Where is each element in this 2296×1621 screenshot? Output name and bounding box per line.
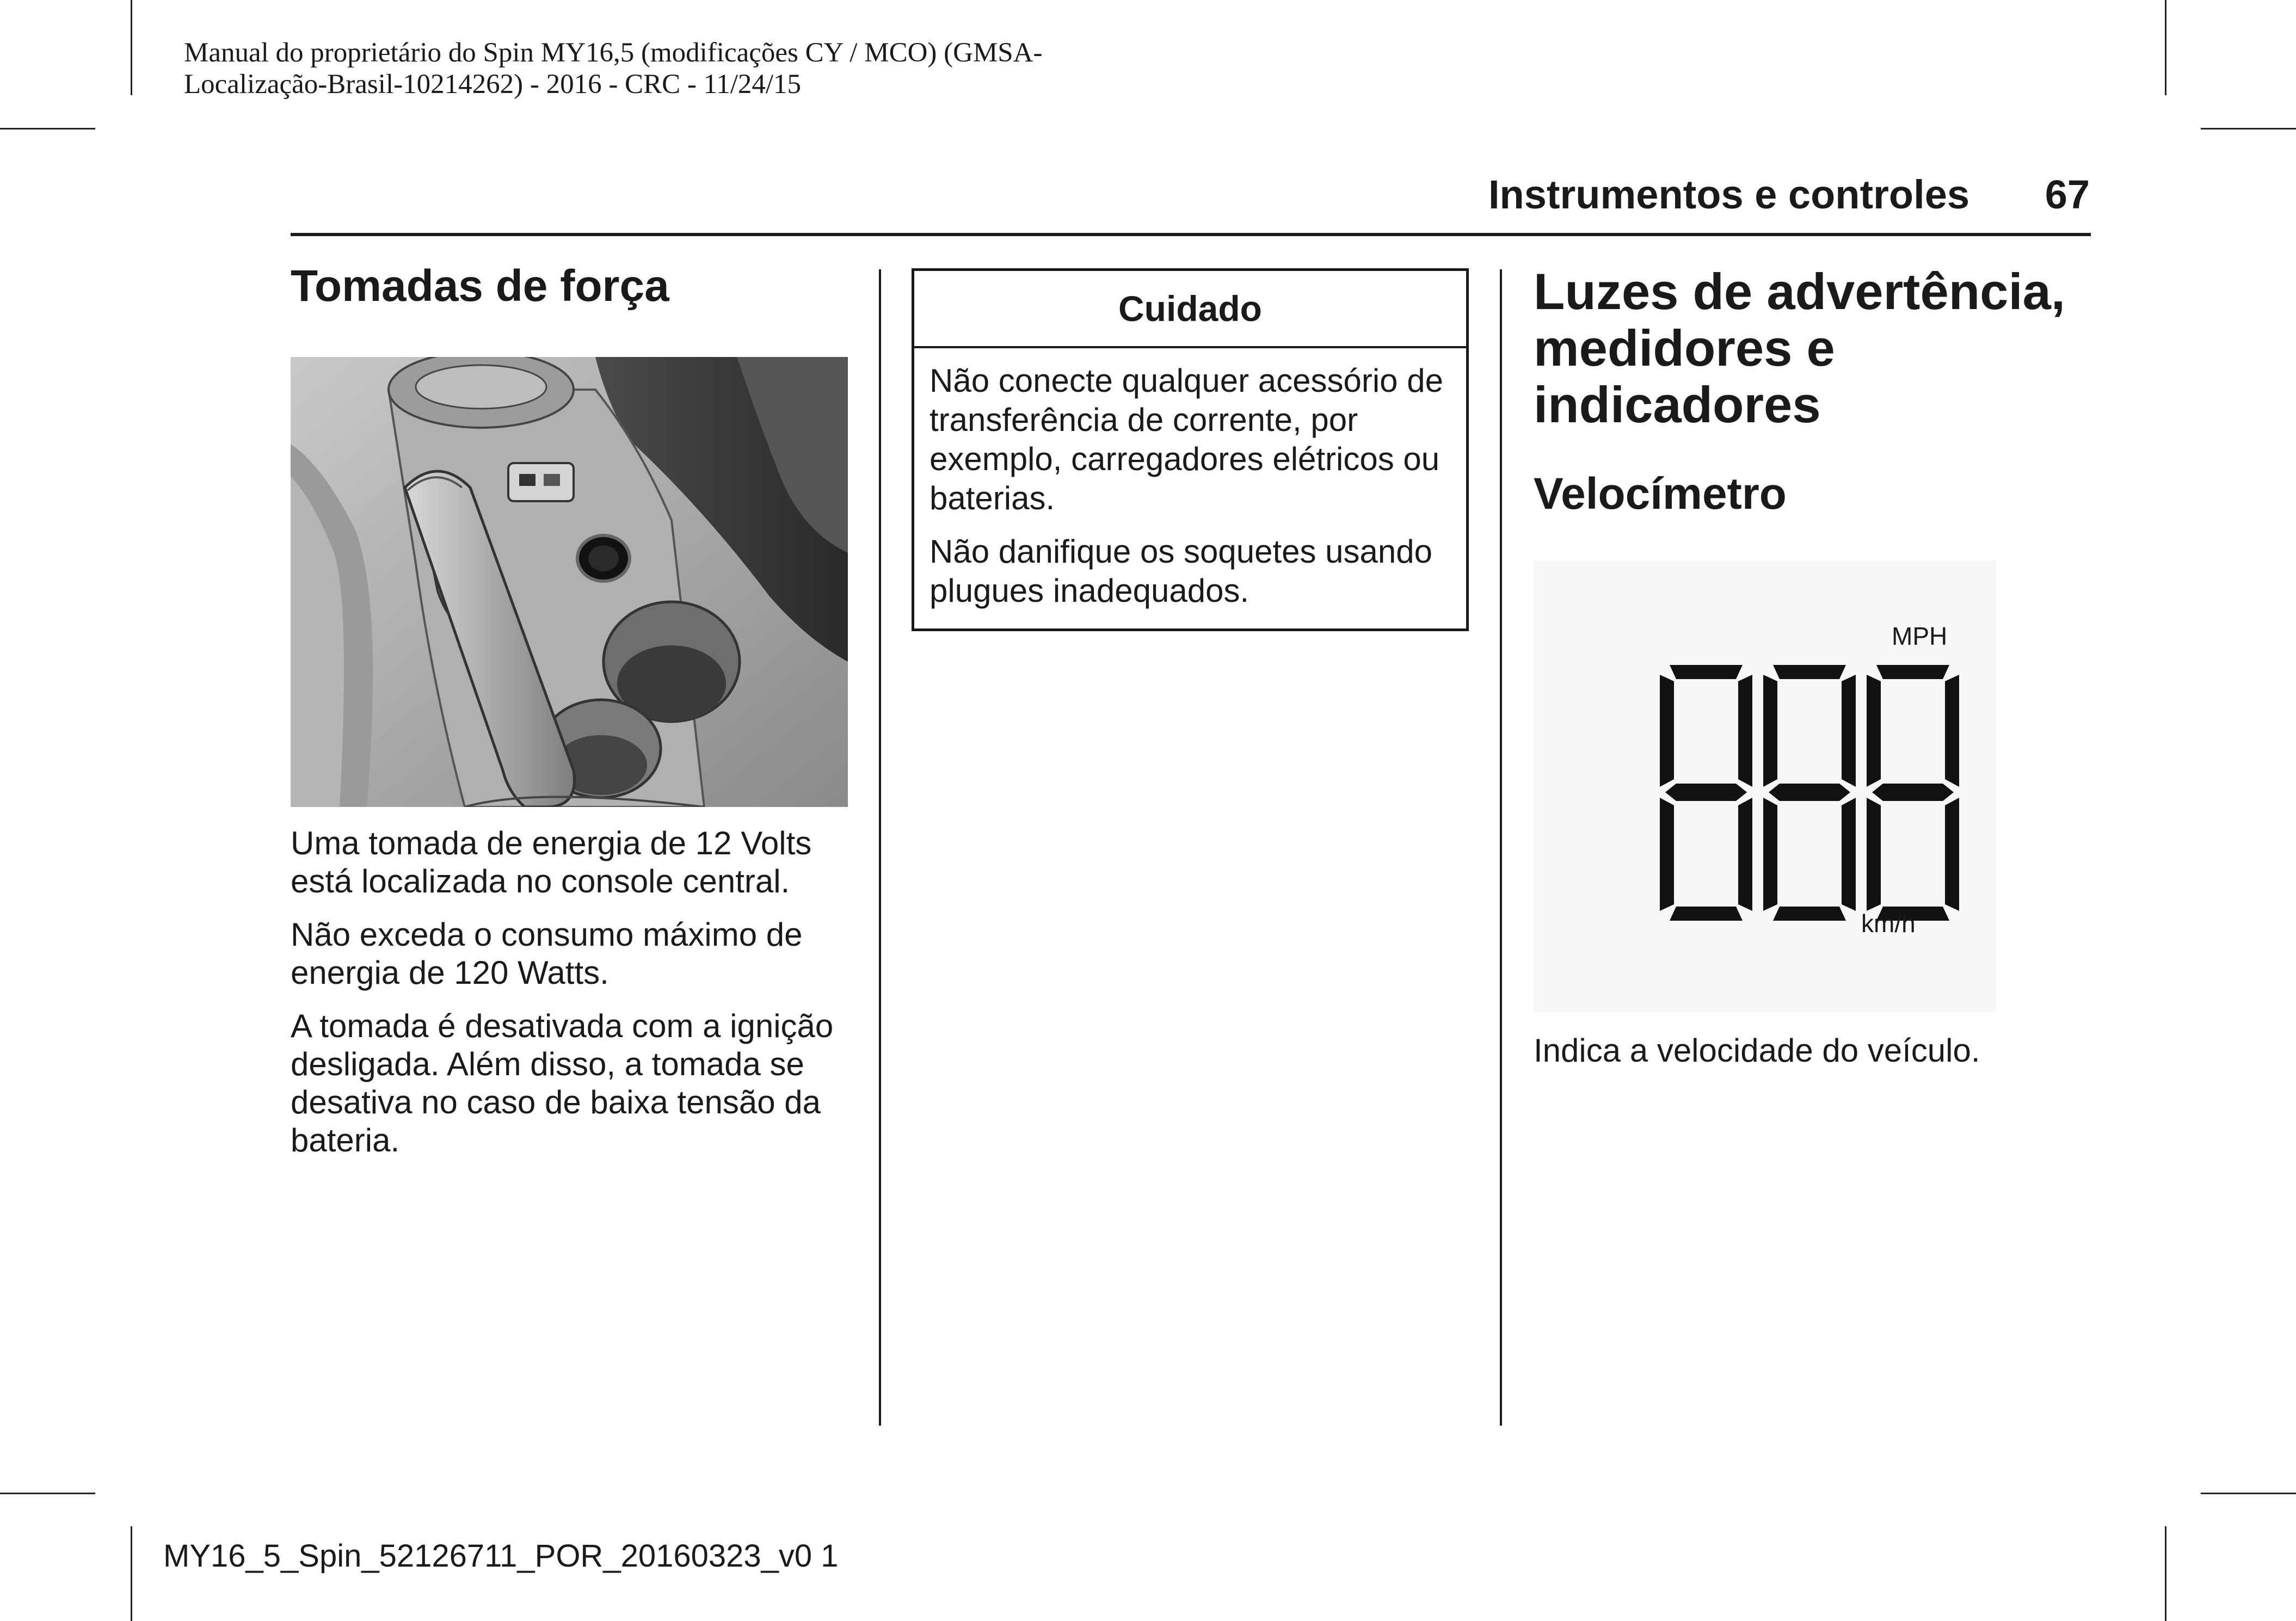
speedometer-heading: Velocímetro bbox=[1534, 469, 1787, 519]
crop-mark bbox=[131, 1526, 132, 1621]
section-title: Instrumentos e controles bbox=[1488, 172, 1969, 217]
unit-label-mph: MPH bbox=[1892, 622, 1948, 650]
manual-meta-line-1: Manual do proprietário do Spin MY16,5 (modificações CY / MCO) (GMSA- bbox=[184, 38, 1043, 68]
crop-mark bbox=[2165, 0, 2166, 95]
crop-mark bbox=[0, 1493, 95, 1494]
header-rule bbox=[291, 233, 2091, 236]
crop-mark bbox=[2201, 1493, 2296, 1494]
unit-label-kmh: km/h bbox=[1861, 909, 1916, 938]
caution-body bbox=[914, 348, 1466, 611]
column-divider bbox=[879, 269, 881, 1426]
paragraph: A tomada é desativada com a ignição desligada. Além disso, a tomada se desativa no caso de baixa tensão da bateria. bbox=[291, 1008, 834, 1158]
speedometer-display bbox=[1534, 560, 1996, 1012]
caution-paragraph: Não conecte qualquer acessório de transferência de corrente, por exemplo, carregadores elétricos ou baterias. bbox=[930, 362, 1443, 516]
crop-mark bbox=[0, 128, 95, 130]
caution-title: Cuidado bbox=[914, 271, 1466, 348]
manual-meta-line-2: Localização-Brasil-10214262) - 2016 - CRC - 11/24/15 bbox=[184, 69, 802, 100]
caution-box bbox=[912, 268, 1469, 631]
paragraph: Não exceda o consumo máximo de energia de 120 Watts. bbox=[291, 916, 803, 991]
paragraph: Uma tomada de energia de 12 Volts está localizada no console central. bbox=[291, 825, 812, 899]
document-code: MY16_5_Spin_52126711_POR_20160323_v0 1 bbox=[163, 1538, 839, 1574]
seven-segment-digits bbox=[1660, 665, 1965, 921]
power-outlets-heading: Tomadas de força bbox=[291, 261, 669, 311]
caution-paragraph: Não danifique os soquetes usando plugues inadequados. bbox=[930, 533, 1433, 609]
crop-mark bbox=[131, 0, 132, 95]
center-console-illustration bbox=[291, 357, 848, 807]
left-column-text bbox=[291, 824, 857, 1160]
speedometer-description: Indica a velocidade do veículo. bbox=[1534, 1032, 1980, 1069]
warning-lights-heading: Luzes de advertência, medidores e indicadores bbox=[1534, 263, 2065, 433]
page-number: 67 bbox=[2045, 172, 2090, 217]
crop-mark bbox=[2165, 1526, 2166, 1621]
crop-mark bbox=[2201, 128, 2296, 130]
column-divider bbox=[1500, 269, 1502, 1426]
